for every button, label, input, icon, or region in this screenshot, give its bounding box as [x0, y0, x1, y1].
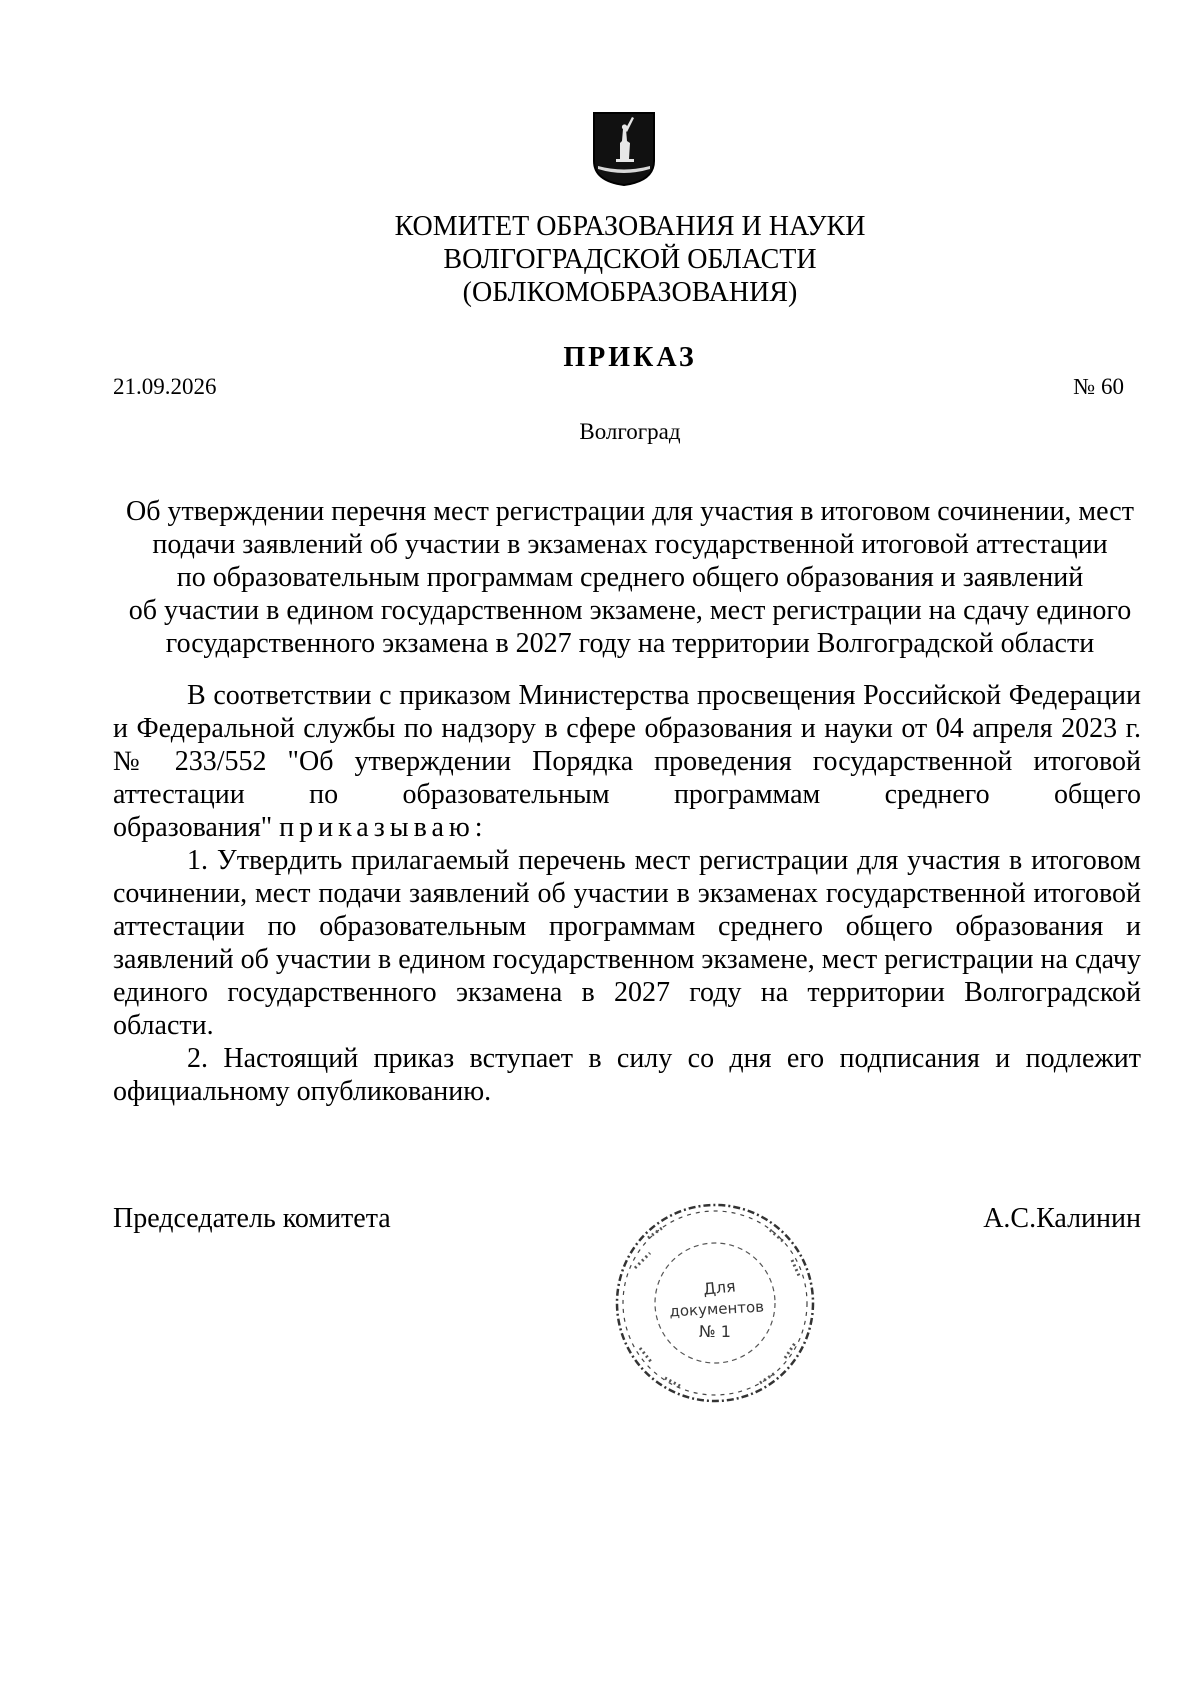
org-region-line: ВОЛГОГРАДСКОЙ ОБЛАСТИ [443, 244, 817, 275]
preamble-text: В соответствии с приказом Министерства просвещения Российской Федерации и Федеральной службы по надзору в сфере образования и науки от 04 апреля 2023 г. № 233/552 "Об утверждении Порядка проведения государственной итоговой аттестации по образовательным программам среднего общего образования" [113, 680, 1141, 843]
document-city: Волгоград [579, 419, 681, 444]
subject-line: государственного экзамена в 2027 году на территории Волгоградской области [165, 628, 1095, 659]
document-body [113, 679, 1141, 1108]
document-date: 21.09.2026 [113, 374, 217, 399]
subject-line: об участии в едином государственном экзамене, мест регистрации на сдачу единого [128, 595, 1132, 626]
subject-line: Об утверждении перечня мест регистрации для участия в итоговом сочинении, мест [126, 496, 1134, 527]
document-type-title: ПРИКАЗ [563, 342, 697, 373]
official-stamp-seal [610, 1198, 820, 1408]
organization-header [0, 210, 1200, 309]
coat-of-arms-emblem [592, 111, 656, 187]
stamp-text-2: документов [669, 1297, 765, 1321]
order-item-1: 1. Утвердить прилагаемый перечень мест регистрации для участия в итоговом сочинении, мест подачи заявлений об участии в экзаменах государственной итоговой аттестации по образовательным программам среднего общего образования и заявлений об участии в едином государственном экзамене, мест регистрации на сдачу единого государственного экзамена в 2027 году на территории Волгоградской области. [113, 845, 1141, 1041]
subject-line: по образовательным программам среднего общего образования и заявлений [176, 562, 1084, 593]
stamp-text-1: Для [702, 1276, 737, 1299]
signer-title: Председатель комитета [113, 1203, 391, 1234]
document-number: № 60 [1073, 374, 1124, 399]
stamp-text-3: № 1 [699, 1322, 731, 1341]
subject-line: подачи заявлений об участии в экзаменах государственной итоговой аттестации [152, 529, 1108, 560]
org-abbreviation-line: (ОБЛКОМОБРАЗОВАНИЯ) [462, 277, 798, 308]
signer-name: А.С.Калинин [983, 1203, 1141, 1234]
preamble-paragraph [113, 679, 1141, 844]
org-name-line: КОМИТЕТ ОБРАЗОВАНИЯ И НАУКИ [394, 211, 866, 242]
document-subject [100, 495, 1160, 660]
order-item-2: 2. Настоящий приказ вступает в силу со дня его подписания и подлежит официальному опубликованию. [113, 1043, 1141, 1107]
order-word: приказываю: [279, 812, 488, 843]
